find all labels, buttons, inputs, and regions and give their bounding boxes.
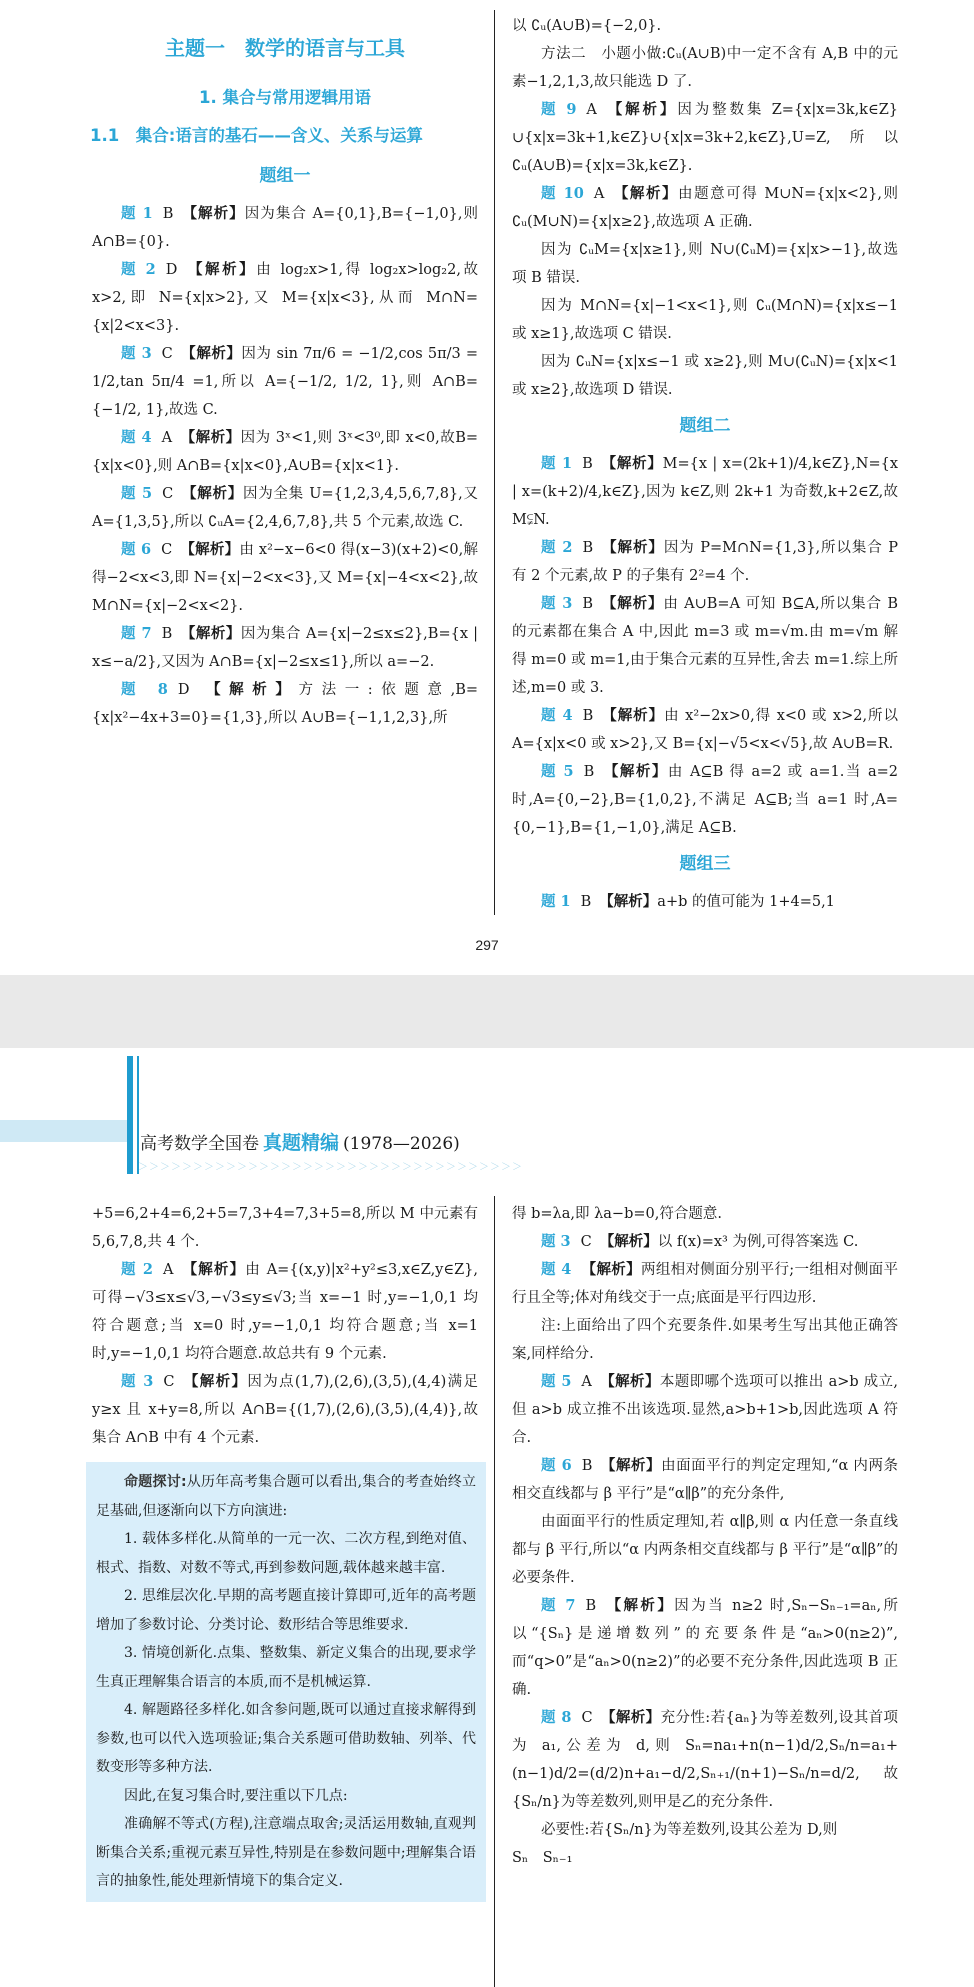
group-2-title: 题组二 xyxy=(679,416,731,436)
right-column xyxy=(512,12,898,916)
answer-item xyxy=(92,676,478,732)
answer-choice: C xyxy=(163,1374,175,1390)
analysis-tag: 【解析】 xyxy=(185,261,257,278)
question-number: 题 3 xyxy=(541,1233,571,1250)
paragraph: 以 ∁ᵤ(A∪B)={−2,0}. xyxy=(512,18,662,34)
answer-choice: B xyxy=(581,1458,593,1474)
question-number: 题 9 xyxy=(541,101,577,118)
analysis-text: 由题意可得 M∪N={x|x<2},则 ∁ᵤ(M∪N)={x|x≥2},故选项 A 正确. xyxy=(512,186,898,230)
analysis-text: 因为全集 U={1,2,3,4,5,6,7,8},又 A={1,3,5},所以 ∁ᵤA={2,4,6,7,8},共 5 个元素,故选 C. xyxy=(92,486,479,530)
analysis-tag: 【解析】 xyxy=(601,707,665,724)
continued-answer: +5=6,2+4=6,2+5=7,3+4=7,3+5=8,所以 M 中元素有 5,6,7,8,共 4 个. xyxy=(92,1206,478,1250)
box-title: 命题探讨: xyxy=(124,1474,187,1490)
header-book-title: 高考数学全国卷 xyxy=(140,1134,259,1154)
answer-choice: C xyxy=(162,486,174,502)
group-2-answers xyxy=(512,450,898,842)
answer-choice: B xyxy=(582,596,594,612)
answer-item xyxy=(512,702,898,758)
answer-item xyxy=(512,888,898,916)
paragraph: 由面面平行的性质定理知,若 α∥β,则 α 内任意一条直线都与 β 平行,所以“α 内两条相交直线都与 β 平行”是“α∥β”的必要条件. xyxy=(512,1514,898,1586)
answer-item xyxy=(512,1592,898,1704)
analysis-text: 以 f(x)=x³ 为例,可得答案选 C. xyxy=(657,1234,859,1250)
box-items xyxy=(96,1525,476,1896)
answer-choice: A xyxy=(586,102,597,118)
answers xyxy=(92,1256,478,1452)
analysis-text: 方法一:依题意,B={x|x²−4x+3=0}={1,3},所以 A∪B={−1,1,2,3},所 xyxy=(92,682,479,726)
question-number: 题 7 xyxy=(121,625,152,642)
header-years: (1978—2026) xyxy=(343,1134,460,1154)
analysis-tag: 【解析】 xyxy=(601,595,664,612)
analysis-tag: 【解析】 xyxy=(180,625,241,642)
answer-item xyxy=(92,340,478,424)
analysis-text: 因为 sin 7π/6 = −1/2,cos 5π/3 = 1/2,tan 5π/4 =1,所以 A={−1/2, 1/2, 1},则 A∩B={−1/2, 1},故选 C. xyxy=(92,346,478,418)
answer-choice: B xyxy=(582,708,594,724)
answer-item xyxy=(512,758,898,842)
answer-item xyxy=(512,1256,898,1312)
question-number: 题 5 xyxy=(121,485,153,502)
question-number: 题 3 xyxy=(121,1373,154,1390)
page-gap xyxy=(0,975,974,1048)
analysis-tag: 【解析】 xyxy=(581,1261,641,1278)
box-intro xyxy=(96,1468,476,1525)
chapter-title: 主题一 数学的语言与工具 xyxy=(165,36,405,60)
answer-choice: C xyxy=(161,346,173,362)
analysis-text: 因为当 n≥2 时,Sₙ−Sₙ₋₁=aₙ,所以“{Sₙ}是递增数列”的充要条件是“aₙ>0(n≥2)”,而“q>0”是“aₙ>0(n≥2)”的必要不充分条件,因此选项 B 正确. xyxy=(512,1598,899,1698)
answer-choice: A xyxy=(162,1262,174,1278)
subsection-title: 1.1 集合:语言的基石——含义、关系与运算 xyxy=(90,126,423,145)
paragraph: 因为 M∩N={x|−1<x<1},则 ∁ᵤ(M∩N)={x|x≤−1 或 x≥1},故选项 C 错误. xyxy=(512,298,898,342)
analysis-text: 充分性:若{aₙ}为等差数列,设其首项为 a₁,公差为 d,则 Sₙ=na₁+n(n−1)d/2,Sₙ/n=a₁+(n−1)d/2=(d/2)n+a₁−d/2,Sₙ₊₁/(n+1)−Sₙ/n=d/2,故{Sₙ/n}为等差数列,则甲是乙的充分条件. xyxy=(512,1710,899,1810)
page-297 xyxy=(0,0,974,975)
analysis-tag: 【解析】 xyxy=(180,541,240,558)
analysis-text: 因为整数集 Z={x|x=3k,k∈Z}∪{x|x=3k+1,k∈Z}∪{x|x=3k+2,k∈Z},U=Z,所以 ∁ᵤ(A∪B)={x|x=3k,k∈Z}. xyxy=(512,102,899,174)
analysis-text: 因为 3ˣ<1,则 3ˣ<3⁰,即 x<0,故B={x|x<0},则 A∩B={x|x<0},A∪B={x|x<1}. xyxy=(92,430,479,474)
note: 注:上面给出了四个充要条件.如果考生写出其他正确答案,同样给分. xyxy=(512,1318,898,1362)
answer-item xyxy=(512,1704,898,1816)
analysis-text: 由 A={(x,y)|x²+y²≤3,x∈Z,y∈Z},可得−√3≤x≤√3,−√3≤y≤√3;当 x=−1 时,y=−1,0,1 均符合题意;当 x=0 时,y=−1,0,1 均符合题意;当 x=1 时,y=−1,0,1 均符合题意.故总共有 9 个元素. xyxy=(92,1262,479,1362)
answer-item xyxy=(512,96,898,180)
answer-choice: A xyxy=(161,430,173,446)
question-number: 题 1 xyxy=(541,893,571,910)
answer-item xyxy=(92,256,478,340)
paragraph: 2. 思维层次化.早期的高考题直接计算即可,近年的高考题增加了参数讨论、分类讨论、数形结合等思维要求. xyxy=(96,1588,476,1633)
answer-item xyxy=(92,480,478,536)
answer-item xyxy=(512,180,898,236)
right-column xyxy=(512,1200,898,1872)
paragraph: 因为 ∁ᵤN={x|x≤−1 或 x≥2},则 M∪(∁ᵤN)={x|x<1 或 x≥2},故选项 D 错误. xyxy=(512,354,898,398)
analysis-text: 由 A∪B=A 可知 B⊆A,所以集合 B 的元素都在集合 A 中,因此 m=3 或 m=√m.由 m=√m 解得 m=0 或 m=1,由于集合元素的互异性,舍去 m=1.综上所述,m=0 或 3. xyxy=(512,596,898,696)
question-number: 题 5 xyxy=(541,1373,572,1390)
box-intro-text: 从历年高考集合题可以看出,集合的考查始终立足基础,但逐渐向以下方向演进: xyxy=(96,1474,476,1519)
answer-choice: B xyxy=(162,206,174,222)
paragraph: 1. 载体多样化.从简单的一元一次、二次方程,到绝对值、根式、指数、对数不等式,再到参数问题,载体越来越丰富. xyxy=(96,1531,476,1576)
answer-item xyxy=(512,450,898,534)
analysis-tag: 【解析】 xyxy=(604,1597,675,1614)
group-3-answers xyxy=(512,888,898,916)
answer-choice: D xyxy=(177,682,190,698)
question-number: 题 10 xyxy=(541,185,584,202)
analysis-tag: 【解析】 xyxy=(599,893,658,910)
answers xyxy=(512,1228,898,1312)
question-number: 题 2 xyxy=(121,1261,153,1278)
answer-choice: C xyxy=(580,1234,592,1250)
analysis-tag: 【解析】 xyxy=(602,763,668,780)
group-1-title: 题组一 xyxy=(259,166,311,186)
question-number: 题 3 xyxy=(541,595,573,612)
analysis-text: 由面面平行的判定定理知,“α 内两条相交直线都与 β 平行”是“α∥β”的充分条件, xyxy=(512,1458,899,1502)
paragraph: 准确解不等式(方程),注意端点取舍;灵活运用数轴,直观判断集合关系;重视元素互异性,特别是在参数问题中;理解集合语言的抽象性,能处理新情境下的集合定义. xyxy=(96,1816,476,1889)
answer-item xyxy=(92,1256,478,1368)
analysis-tag: 【解析】 xyxy=(599,1373,660,1390)
question-number: 题 7 xyxy=(541,1597,576,1614)
analysis-text: 两组相对侧面分别平行;一组相对侧面平行且全等;体对角线交于一点;底面是平行四边形. xyxy=(512,1262,899,1306)
answer-item xyxy=(92,536,478,620)
analysis-text: 由 A⊆B 得 a=2 或 a=1.当 a=2 时,A={0,−2},B={1,0,2},不满足 A⊆B;当 a=1 时,A={0,−1},B={1,−1,0},满足 A⊆B. xyxy=(512,764,898,836)
analysis-tag: 【解析】 xyxy=(181,205,245,222)
answer-item xyxy=(92,200,478,256)
analysis-tag: 【解析】 xyxy=(599,1233,658,1250)
analysis-text: 因为 P=M∩N={1,3},所以集合 P 有 2 个元素,故 P 的子集有 2²=4 个. xyxy=(512,540,899,584)
header-accent-line xyxy=(137,1056,139,1174)
question-number: 题 5 xyxy=(541,763,574,780)
answer-choice: A xyxy=(581,1374,592,1390)
analysis-tag: 【解析】 xyxy=(180,345,242,362)
answer-item xyxy=(92,424,478,480)
question-number: 题 4 xyxy=(541,1261,572,1278)
answer-choice: C xyxy=(581,1710,593,1726)
header-accent-bar xyxy=(127,1056,133,1174)
answer-item xyxy=(512,1228,898,1256)
question-number: 题 3 xyxy=(121,345,152,362)
answer-item xyxy=(512,1368,898,1452)
question-number: 题 1 xyxy=(121,205,153,222)
paragraph: 方法二 小题小做:∁ᵤ(A∪B)中一定不含有 A,B 中的元素−1,2,1,3,故只能选 D 了. xyxy=(512,46,898,90)
answer-choice: A xyxy=(593,186,605,202)
analysis-text: 本题即哪个选项可以推出 a>b 成立,但 a>b 成立推不出该选项.显然,a>b+1>b,因此选项 A 符合. xyxy=(512,1374,899,1446)
question-number: 题 4 xyxy=(121,429,152,446)
column-divider xyxy=(494,10,495,915)
answer-item xyxy=(512,1452,898,1508)
answer-choice: B xyxy=(580,894,592,910)
answer-choice: B xyxy=(582,540,594,556)
analysis-text: 因为集合 A={x|−2≤x≤2},B={x | x≤−a/2},又因为 A∩B={x|−2≤x≤1},所以 a=−2. xyxy=(92,626,479,670)
continued-answer: 得 b=λa,即 λa−b=0,符合题意. xyxy=(512,1206,722,1222)
answer-choice: B xyxy=(583,764,595,780)
answer-choice: B xyxy=(585,1598,597,1614)
analysis-tag: 【解析】 xyxy=(604,101,678,118)
paragraph: 3. 情境创新化.点集、整数集、新定义集合的出现,要求学生真正理解集合语言的本质,而不是机械运算. xyxy=(96,1645,476,1690)
cut-off-line: Sₙ Sₙ₋₁ xyxy=(512,1850,573,1866)
analysis-tag: 【解析】 xyxy=(612,185,679,202)
page-number: 297 xyxy=(475,937,499,953)
group-1-answers xyxy=(92,200,478,732)
analysis-tag: 【解析】 xyxy=(600,1457,662,1474)
question-number: 题 6 xyxy=(121,541,152,558)
analysis-tag: 【解析】 xyxy=(197,681,299,698)
question-number: 题 8 xyxy=(121,681,168,698)
answers-3 xyxy=(512,1592,898,1816)
answer-item xyxy=(512,534,898,590)
analysis-tag: 【解析】 xyxy=(600,455,663,472)
answer-choice: B xyxy=(582,456,593,472)
analysis-tag: 【解析】 xyxy=(600,1709,661,1726)
answer-item xyxy=(512,590,898,702)
question-number: 题 8 xyxy=(541,1709,572,1726)
answer-choice: C xyxy=(161,542,173,558)
analysis-text: 因为点(1,7),(2,6),(3,5),(4,4)满足 y≥x 且 x+y=8,所以 A∩B={(1,7),(2,6),(3,5),(4,4)},故集合 A∩B 中有 4 个元素. xyxy=(92,1374,478,1446)
analysis-tag: 【解析】 xyxy=(601,539,664,556)
paragraph: 4. 解题路径多样化.如含参问题,既可以通过直接求解得到参数,也可以代入选项验证;集合关系题可借助数轴、列举、代数变形等多种方法. xyxy=(96,1702,476,1775)
paragraph: 因此,在复习集合时,要注重以下几点: xyxy=(124,1787,348,1804)
header-arrow-decoration: ＞＞＞＞＞＞＞＞＞＞＞＞＞＞＞＞＞＞＞＞＞＞＞＞＞＞＞＞＞＞＞＞＞＞＞ xyxy=(138,1162,523,1173)
analysis-text: 因为集合 A={0,1},B={−1,0},则 A∩B={0}. xyxy=(92,206,478,250)
paragraph: 因为 ∁ᵤM={x|x≥1},则 N∪(∁ᵤM)={x|x>−1},故选项 B 错误. xyxy=(512,242,898,286)
question-number: 题 1 xyxy=(541,455,573,472)
question-number: 题 2 xyxy=(121,261,156,278)
answer-choice: B xyxy=(161,626,173,642)
section-title: 1. 集合与常用逻辑用语 xyxy=(199,88,371,107)
analysis-text: a+b 的值可能为 1+4=5,1 xyxy=(657,894,835,910)
paragraph-necessity: 必要性:若{Sₙ/n}为等差数列,设其公差为 D,则 xyxy=(541,1822,838,1838)
analysis-tag: 【解析】 xyxy=(181,485,243,502)
column-divider xyxy=(494,1196,495,1987)
answer-10-details xyxy=(512,236,898,404)
group-3-title: 题组三 xyxy=(679,854,731,874)
answer-item xyxy=(92,620,478,676)
running-header xyxy=(140,1128,460,1155)
discussion-box xyxy=(86,1462,486,1902)
analysis-text: 由 x²−2x>0,得 x<0 或 x>2,所以 A={x|x<0 或 x>2},又 B={x|−√5<x<√5},故 A∪B=R. xyxy=(512,708,899,752)
analysis-text: 由 log₂x>1,得 log₂x>log₂2,故 x>2,即 N={x|x>2},又 M={x|x<3},从而 M∩N={x|2<x<3}. xyxy=(92,262,479,334)
header-band-left xyxy=(0,1120,127,1142)
continued-answer xyxy=(512,12,898,96)
question-number: 题 2 xyxy=(541,539,573,556)
group-1-answers-cont xyxy=(512,96,898,236)
question-number: 题 4 xyxy=(541,707,573,724)
analysis-text: 由 x²−x−6<0 得(x−3)(x+2)<0,解得−2<x<3,即 N={x|−2<x<3},又 M={x|−4<x<2},故 M∩N={x|−2<x<2}. xyxy=(92,542,478,614)
analysis-tag: 【解析】 xyxy=(182,1373,248,1390)
left-column xyxy=(92,12,478,732)
answers-2 xyxy=(512,1368,898,1508)
header-highlight: 真题精编 xyxy=(263,1132,340,1154)
analysis-text: M={x | x=(2k+1)/4,k∈Z},N={x | x=(k+2)/4,k∈Z},因为 k∈Z,则 2k+1 为奇数,k+2∈Z,故 M⫋N. xyxy=(512,456,899,528)
left-column xyxy=(92,1200,478,1902)
analysis-tag: 【解析】 xyxy=(181,1261,246,1278)
answer-item xyxy=(92,1368,478,1452)
question-number: 题 6 xyxy=(541,1457,572,1474)
answer-choice: D xyxy=(165,262,178,278)
analysis-tag: 【解析】 xyxy=(180,429,241,446)
page-298 xyxy=(0,1048,974,1987)
